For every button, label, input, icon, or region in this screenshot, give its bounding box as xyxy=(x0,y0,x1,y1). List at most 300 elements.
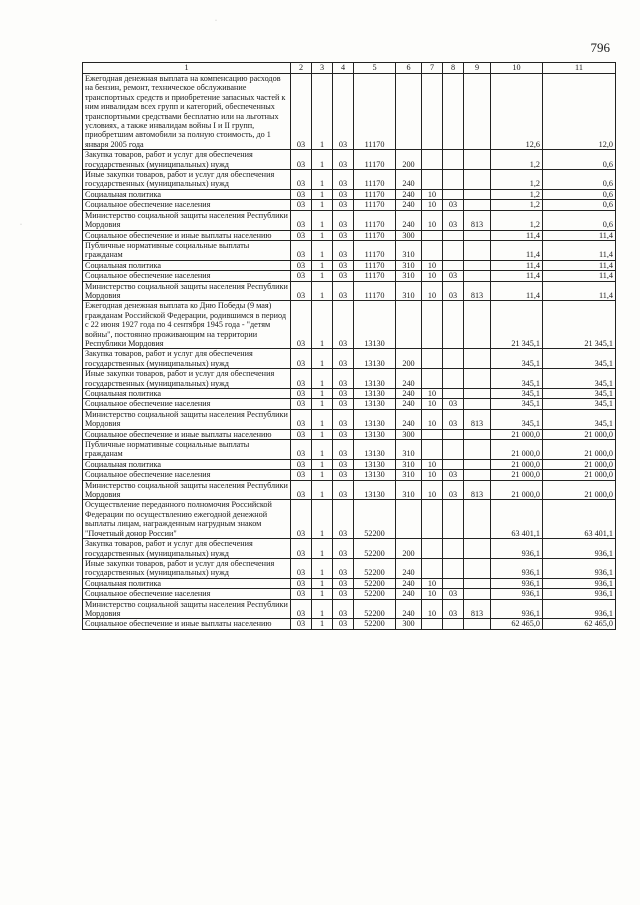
row-value-cell: 12,6 xyxy=(491,74,543,150)
row-value-cell: 11,4 xyxy=(491,271,543,281)
row-value-cell xyxy=(443,389,464,399)
row-value-cell: 21 000,0 xyxy=(543,440,616,460)
row-value-cell: 03 xyxy=(333,210,354,230)
row-value-cell: 1,2 xyxy=(491,189,543,199)
row-value-cell xyxy=(422,150,443,170)
row-name-cell: Социальное обеспечение населения xyxy=(83,271,291,281)
row-name-cell: Публичные нормативные социальные выплаты гражданам xyxy=(83,440,291,460)
row-value-cell xyxy=(464,271,491,281)
row-value-cell xyxy=(464,459,491,469)
table-row xyxy=(83,558,616,578)
row-value-cell: 21 000,0 xyxy=(543,480,616,500)
row-value-cell: 240 xyxy=(396,409,422,429)
row-name-cell: Социальное обеспечение и иные выплаты населению xyxy=(83,619,291,629)
row-value-cell: 11,4 xyxy=(491,260,543,270)
row-name-cell: Иные закупки товаров, работ и услуг для обеспечения государственных (муниципальных) нужд xyxy=(83,558,291,578)
table-row xyxy=(83,281,616,301)
row-name-cell: Закупка товаров, работ и услуг для обеспечения государственных (муниципальных) нужд xyxy=(83,150,291,170)
row-value-cell xyxy=(464,399,491,409)
row-name-cell: Ежегодная денежная выплата на компенсацию расходов на бензин, ремонт, техническое обслуживание транспортных средств и приобретение запасных частей к ним инвалидам всех групп и категорий, обеспеченных транспортными средствами бесплатно или на льготных условиях, а также инвалидам войны I и II групп, приобретшим автомобили за полную стоимость, до 1 января 2005 года xyxy=(83,74,291,150)
row-value-cell: 03 xyxy=(443,200,464,210)
row-value-cell: 03 xyxy=(333,429,354,439)
row-value-cell: 13130 xyxy=(354,301,396,349)
table-row xyxy=(83,260,616,270)
row-value-cell: 03 xyxy=(291,539,312,559)
row-name-cell: Социальное обеспечение населения xyxy=(83,470,291,480)
table-row xyxy=(83,500,616,539)
row-value-cell: 310 xyxy=(396,470,422,480)
table-row xyxy=(83,480,616,500)
row-value-cell: 63 401,1 xyxy=(543,500,616,539)
row-value-cell: 03 xyxy=(333,399,354,409)
row-value-cell: 1 xyxy=(312,429,333,439)
table-row xyxy=(83,389,616,399)
row-value-cell: 03 xyxy=(333,470,354,480)
row-value-cell: 936,1 xyxy=(491,539,543,559)
row-value-cell: 03 xyxy=(291,200,312,210)
row-value-cell: 240 xyxy=(396,558,422,578)
row-value-cell xyxy=(422,240,443,260)
row-value-cell: 1 xyxy=(312,599,333,619)
row-value-cell xyxy=(422,500,443,539)
row-value-cell: 12,0 xyxy=(543,74,616,150)
row-value-cell: 936,1 xyxy=(543,539,616,559)
row-value-cell: 03 xyxy=(333,260,354,270)
row-value-cell: 1 xyxy=(312,349,333,369)
row-value-cell xyxy=(422,349,443,369)
row-value-cell xyxy=(443,301,464,349)
row-value-cell: 03 xyxy=(291,150,312,170)
table-row xyxy=(83,369,616,389)
row-value-cell: 03 xyxy=(291,619,312,629)
row-value-cell: 03 xyxy=(291,240,312,260)
row-value-cell: 0,6 xyxy=(543,150,616,170)
row-value-cell: 03 xyxy=(291,369,312,389)
row-value-cell: 300 xyxy=(396,619,422,629)
row-value-cell xyxy=(443,558,464,578)
row-name-cell: Социальное обеспечение населения xyxy=(83,399,291,409)
row-value-cell: 10 xyxy=(422,389,443,399)
row-value-cell: 1 xyxy=(312,271,333,281)
row-value-cell: 21 000,0 xyxy=(543,459,616,469)
row-value-cell: 03 xyxy=(333,281,354,301)
row-value-cell: 03 xyxy=(443,589,464,599)
row-name-cell: Социальное обеспечение населения xyxy=(83,200,291,210)
row-value-cell: 936,1 xyxy=(491,589,543,599)
row-value-cell: 1 xyxy=(312,281,333,301)
row-value-cell: 1,2 xyxy=(491,210,543,230)
row-value-cell xyxy=(464,74,491,150)
row-value-cell xyxy=(422,429,443,439)
row-value-cell: 936,1 xyxy=(543,599,616,619)
row-value-cell: 03 xyxy=(333,240,354,260)
row-value-cell: 310 xyxy=(396,440,422,460)
row-value-cell: 03 xyxy=(291,459,312,469)
row-value-cell: 03 xyxy=(291,74,312,150)
table-row xyxy=(83,589,616,599)
row-value-cell: 03 xyxy=(291,500,312,539)
row-value-cell: 13130 xyxy=(354,409,396,429)
row-value-cell: 10 xyxy=(422,260,443,270)
row-value-cell: 345,1 xyxy=(491,409,543,429)
row-value-cell xyxy=(443,170,464,190)
row-value-cell: 345,1 xyxy=(491,399,543,409)
row-value-cell: 03 xyxy=(291,260,312,270)
row-value-cell: 0,6 xyxy=(543,189,616,199)
row-value-cell xyxy=(464,349,491,369)
row-name-cell: Ежегодная денежная выплата ко Дню Победы (9 мая) гражданам Российской Федерации, родившимся в период с 22 июня 1927 года по 4 сентября 1945 года - "детям войны", постоянно проживающим на территории Республики Мордовия xyxy=(83,301,291,349)
row-value-cell: 03 xyxy=(333,599,354,619)
row-value-cell: 10 xyxy=(422,470,443,480)
row-name-cell: Социальное обеспечение и иные выплаты населению xyxy=(83,230,291,240)
row-value-cell: 813 xyxy=(464,599,491,619)
table-row xyxy=(83,230,616,240)
column-header: 2 xyxy=(291,63,312,74)
row-value-cell: 936,1 xyxy=(491,578,543,588)
row-value-cell xyxy=(464,558,491,578)
row-value-cell: 10 xyxy=(422,578,443,588)
row-value-cell xyxy=(464,389,491,399)
table-row xyxy=(83,170,616,190)
row-value-cell xyxy=(443,459,464,469)
row-value-cell: 240 xyxy=(396,599,422,619)
row-value-cell: 1 xyxy=(312,200,333,210)
row-name-cell: Закупка товаров, работ и услуг для обеспечения государственных (муниципальных) нужд xyxy=(83,349,291,369)
row-value-cell: 1 xyxy=(312,210,333,230)
row-name-cell: Иные закупки товаров, работ и услуг для обеспечения государственных (муниципальных) нужд xyxy=(83,369,291,389)
row-value-cell: 11170 xyxy=(354,210,396,230)
table-row xyxy=(83,240,616,260)
row-name-cell: Иные закупки товаров, работ и услуг для обеспечения государственных (муниципальных) нужд xyxy=(83,170,291,190)
row-value-cell: 03 xyxy=(443,470,464,480)
row-value-cell xyxy=(464,260,491,270)
row-value-cell xyxy=(422,230,443,240)
row-value-cell: 1 xyxy=(312,260,333,270)
row-value-cell: 03 xyxy=(333,409,354,429)
row-value-cell: 200 xyxy=(396,150,422,170)
row-value-cell: 10 xyxy=(422,589,443,599)
row-value-cell: 21 345,1 xyxy=(543,301,616,349)
row-value-cell: 1,2 xyxy=(491,200,543,210)
row-name-cell: Социальная политика xyxy=(83,578,291,588)
row-value-cell xyxy=(443,369,464,389)
row-value-cell: 03 xyxy=(333,349,354,369)
row-value-cell: 21 000,0 xyxy=(543,470,616,480)
row-value-cell xyxy=(464,500,491,539)
row-value-cell: 21 000,0 xyxy=(491,459,543,469)
row-value-cell xyxy=(422,74,443,150)
row-value-cell: 1 xyxy=(312,369,333,389)
row-value-cell xyxy=(443,260,464,270)
row-value-cell: 03 xyxy=(291,170,312,190)
row-value-cell: 1 xyxy=(312,230,333,240)
row-value-cell: 1 xyxy=(312,74,333,150)
row-value-cell: 10 xyxy=(422,189,443,199)
row-value-cell: 1 xyxy=(312,619,333,629)
row-value-cell xyxy=(443,500,464,539)
row-value-cell: 03 xyxy=(443,210,464,230)
row-value-cell: 1,2 xyxy=(491,150,543,170)
column-header: 3 xyxy=(312,63,333,74)
table-row xyxy=(83,440,616,460)
row-value-cell: 21 000,0 xyxy=(491,440,543,460)
column-header: 10 xyxy=(491,63,543,74)
row-value-cell: 03 xyxy=(443,409,464,429)
row-value-cell: 52200 xyxy=(354,578,396,588)
row-name-cell: Министерство социальной защиты населения Республики Мордовия xyxy=(83,281,291,301)
row-value-cell: 11170 xyxy=(354,281,396,301)
row-value-cell: 52200 xyxy=(354,619,396,629)
row-value-cell: 03 xyxy=(333,578,354,588)
row-value-cell: 03 xyxy=(291,389,312,399)
row-value-cell: 300 xyxy=(396,230,422,240)
row-value-cell: 310 xyxy=(396,281,422,301)
table-header-row xyxy=(83,63,616,74)
table-row xyxy=(83,189,616,199)
row-value-cell: 0,6 xyxy=(543,210,616,230)
row-value-cell: 03 xyxy=(333,589,354,599)
row-value-cell: 13130 xyxy=(354,369,396,389)
row-value-cell: 03 xyxy=(291,409,312,429)
row-value-cell xyxy=(464,170,491,190)
row-value-cell: 11,4 xyxy=(491,240,543,260)
row-value-cell: 11,4 xyxy=(543,240,616,260)
row-value-cell: 1 xyxy=(312,578,333,588)
row-value-cell: 11,4 xyxy=(491,281,543,301)
table-row xyxy=(83,539,616,559)
row-value-cell: 310 xyxy=(396,271,422,281)
row-value-cell: 1 xyxy=(312,500,333,539)
row-value-cell xyxy=(443,539,464,559)
row-value-cell: 11170 xyxy=(354,271,396,281)
row-value-cell: 03 xyxy=(333,619,354,629)
row-value-cell: 21 345,1 xyxy=(491,301,543,349)
row-value-cell: 03 xyxy=(291,429,312,439)
row-value-cell: 62 465,0 xyxy=(543,619,616,629)
row-value-cell: 345,1 xyxy=(543,399,616,409)
row-value-cell xyxy=(422,301,443,349)
row-value-cell xyxy=(464,200,491,210)
row-value-cell: 240 xyxy=(396,589,422,599)
row-value-cell xyxy=(422,619,443,629)
row-value-cell: 310 xyxy=(396,260,422,270)
row-name-cell: Закупка товаров, работ и услуг для обеспечения государственных (муниципальных) нужд xyxy=(83,539,291,559)
row-value-cell: 11,4 xyxy=(543,260,616,270)
row-value-cell: 63 401,1 xyxy=(491,500,543,539)
row-value-cell: 03 xyxy=(333,150,354,170)
row-value-cell xyxy=(443,240,464,260)
row-value-cell: 13130 xyxy=(354,349,396,369)
row-value-cell: 11170 xyxy=(354,150,396,170)
scan-speck: · xyxy=(20,222,22,228)
row-value-cell: 11170 xyxy=(354,74,396,150)
row-value-cell: 813 xyxy=(464,210,491,230)
row-value-cell: 11170 xyxy=(354,240,396,260)
row-value-cell xyxy=(464,578,491,588)
row-value-cell xyxy=(464,369,491,389)
row-value-cell: 03 xyxy=(291,230,312,240)
row-value-cell xyxy=(443,150,464,170)
row-name-cell: Социальная политика xyxy=(83,459,291,469)
row-value-cell: 1 xyxy=(312,240,333,260)
column-header: 11 xyxy=(543,63,616,74)
row-value-cell: 10 xyxy=(422,399,443,409)
row-value-cell: 300 xyxy=(396,429,422,439)
row-value-cell: 03 xyxy=(291,589,312,599)
row-name-cell: Социальная политика xyxy=(83,189,291,199)
table-row xyxy=(83,578,616,588)
row-value-cell: 1 xyxy=(312,399,333,409)
row-value-cell: 310 xyxy=(396,240,422,260)
row-value-cell: 11170 xyxy=(354,189,396,199)
row-name-cell: Министерство социальной защиты населения Республики Мордовия xyxy=(83,480,291,500)
table-row xyxy=(83,74,616,150)
row-value-cell: 03 xyxy=(443,399,464,409)
row-value-cell: 240 xyxy=(396,170,422,190)
row-value-cell: 21 000,0 xyxy=(491,429,543,439)
column-header: 8 xyxy=(443,63,464,74)
row-value-cell: 03 xyxy=(333,440,354,460)
row-value-cell: 936,1 xyxy=(491,558,543,578)
row-value-cell: 21 000,0 xyxy=(491,480,543,500)
row-value-cell xyxy=(443,578,464,588)
row-value-cell: 11170 xyxy=(354,260,396,270)
table-row xyxy=(83,150,616,170)
row-value-cell xyxy=(443,619,464,629)
row-value-cell: 1 xyxy=(312,558,333,578)
row-value-cell xyxy=(464,230,491,240)
row-value-cell: 03 xyxy=(291,578,312,588)
row-value-cell xyxy=(464,619,491,629)
row-value-cell: 936,1 xyxy=(543,578,616,588)
row-value-cell: 10 xyxy=(422,200,443,210)
row-value-cell: 13130 xyxy=(354,429,396,439)
row-value-cell: 1 xyxy=(312,170,333,190)
budget-table xyxy=(82,62,616,630)
row-value-cell: 11,4 xyxy=(543,230,616,240)
row-value-cell xyxy=(464,301,491,349)
row-value-cell xyxy=(464,189,491,199)
row-value-cell: 03 xyxy=(333,539,354,559)
row-value-cell: 345,1 xyxy=(543,389,616,399)
row-value-cell: 1 xyxy=(312,409,333,429)
column-header: 5 xyxy=(354,63,396,74)
row-value-cell: 1 xyxy=(312,301,333,349)
row-value-cell: 03 xyxy=(291,301,312,349)
column-header: 7 xyxy=(422,63,443,74)
table-row xyxy=(83,200,616,210)
table-row xyxy=(83,271,616,281)
row-value-cell: 345,1 xyxy=(543,409,616,429)
row-value-cell: 10 xyxy=(422,459,443,469)
row-name-cell: Министерство социальной защиты населения Республики Мордовия xyxy=(83,599,291,619)
row-name-cell: Осуществление переданного полномочия Российской Федерации по осуществлению ежегодной денежной выплаты лицам, награжденным нагрудным знаком "Почетный донор России" xyxy=(83,500,291,539)
row-value-cell: 10 xyxy=(422,210,443,230)
row-value-cell: 1 xyxy=(312,480,333,500)
row-value-cell: 0,6 xyxy=(543,200,616,210)
row-value-cell xyxy=(443,230,464,240)
row-value-cell: 52200 xyxy=(354,500,396,539)
row-value-cell: 1 xyxy=(312,189,333,199)
row-value-cell: 21 000,0 xyxy=(543,429,616,439)
table-row xyxy=(83,599,616,619)
row-value-cell xyxy=(464,589,491,599)
row-name-cell: Социальное обеспечение населения xyxy=(83,589,291,599)
row-value-cell: 10 xyxy=(422,480,443,500)
row-value-cell: 1,2 xyxy=(491,170,543,190)
row-value-cell: 03 xyxy=(443,480,464,500)
row-value-cell xyxy=(396,74,422,150)
row-value-cell: 52200 xyxy=(354,589,396,599)
row-value-cell: 240 xyxy=(396,399,422,409)
row-value-cell: 03 xyxy=(291,558,312,578)
row-value-cell: 10 xyxy=(422,281,443,301)
row-value-cell xyxy=(443,189,464,199)
table-row xyxy=(83,301,616,349)
row-value-cell: 03 xyxy=(333,558,354,578)
row-value-cell: 11170 xyxy=(354,170,396,190)
row-value-cell xyxy=(396,301,422,349)
row-value-cell: 1 xyxy=(312,389,333,399)
row-value-cell: 03 xyxy=(333,301,354,349)
row-value-cell: 936,1 xyxy=(491,599,543,619)
row-value-cell: 03 xyxy=(333,500,354,539)
row-value-cell: 13130 xyxy=(354,399,396,409)
row-value-cell: 1 xyxy=(312,459,333,469)
column-header: 1 xyxy=(83,63,291,74)
row-value-cell: 345,1 xyxy=(543,349,616,369)
row-value-cell: 03 xyxy=(291,399,312,409)
row-value-cell xyxy=(422,170,443,190)
row-value-cell: 936,1 xyxy=(543,558,616,578)
row-value-cell: 03 xyxy=(443,281,464,301)
row-value-cell: 0,6 xyxy=(543,170,616,190)
scan-speck: · xyxy=(215,18,217,24)
row-value-cell: 310 xyxy=(396,480,422,500)
page-number: 796 xyxy=(590,40,610,55)
row-value-cell: 03 xyxy=(443,599,464,619)
row-value-cell: 936,1 xyxy=(543,589,616,599)
row-value-cell: 11170 xyxy=(354,200,396,210)
row-value-cell: 11,4 xyxy=(543,271,616,281)
row-value-cell: 10 xyxy=(422,271,443,281)
row-value-cell: 240 xyxy=(396,369,422,389)
table-row xyxy=(83,349,616,369)
row-name-cell: Министерство социальной защиты населения Республики Мордовия xyxy=(83,210,291,230)
column-header: 9 xyxy=(464,63,491,74)
row-value-cell: 03 xyxy=(333,200,354,210)
row-value-cell: 11170 xyxy=(354,230,396,240)
row-name-cell: Социальное обеспечение и иные выплаты населению xyxy=(83,429,291,439)
row-value-cell: 13130 xyxy=(354,389,396,399)
row-value-cell: 03 xyxy=(291,599,312,619)
table-row xyxy=(83,459,616,469)
row-value-cell: 1 xyxy=(312,440,333,460)
row-value-cell xyxy=(422,440,443,460)
row-value-cell: 21 000,0 xyxy=(491,470,543,480)
row-value-cell: 10 xyxy=(422,599,443,619)
row-name-cell: Социальная политика xyxy=(83,260,291,270)
column-header: 6 xyxy=(396,63,422,74)
row-value-cell: 11,4 xyxy=(543,281,616,301)
row-value-cell: 03 xyxy=(291,349,312,369)
row-value-cell: 13130 xyxy=(354,480,396,500)
row-value-cell: 03 xyxy=(291,440,312,460)
row-name-cell: Социальная политика xyxy=(83,389,291,399)
row-value-cell: 62 465,0 xyxy=(491,619,543,629)
row-value-cell: 345,1 xyxy=(543,369,616,389)
row-name-cell: Публичные нормативные социальные выплаты гражданам xyxy=(83,240,291,260)
